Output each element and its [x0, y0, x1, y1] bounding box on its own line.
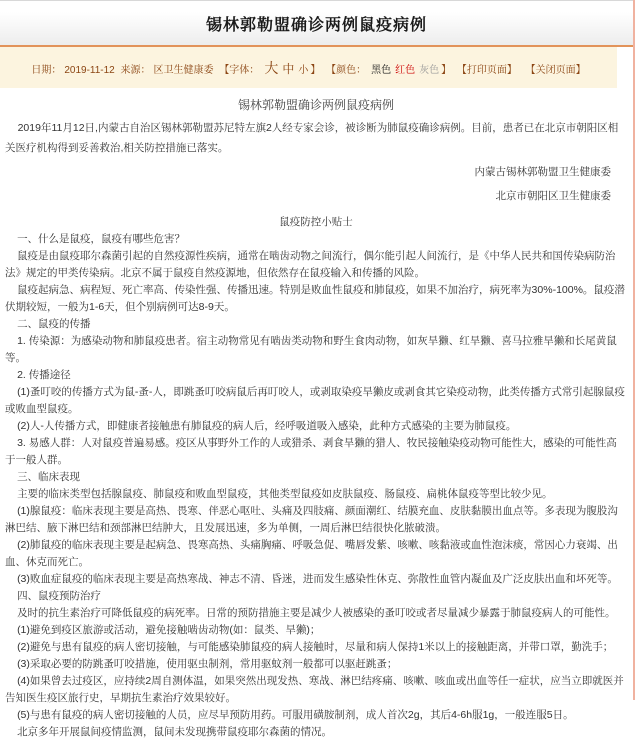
tips-paragraph: 3. 易感人群：人对鼠疫普遍易感。疫区从事野外工作的人或猎杀、剥食旱獭的猎人、牧民接触染疫动物可能性大，感染的可能性高于一般人群。: [5, 437, 617, 466]
tips-paragraph: 四、鼠疫预防治疗: [17, 590, 102, 602]
signature-line-inner-mongolia: 内蒙古锡林郭勒盟卫生健康委: [474, 166, 611, 178]
font-size-small-button[interactable]: 小: [298, 65, 309, 76]
tips-paragraph: (2)肺鼠疫的临床表现主要是起病急、畏寒高热、头痛胸痛、呼吸急促、嘴唇发紫、咳嗽、咳黏液或血性泡沫痰，常因心力衰竭、出血、休克而死亡。: [5, 539, 618, 568]
color-black-button[interactable]: 黑色: [371, 65, 392, 76]
font-size-suffix: 】: [310, 65, 321, 76]
date-label: 日期：: [31, 65, 62, 76]
font-size-prefix: 【字体：: [219, 65, 260, 76]
tips-paragraph: (5)与患有鼠疫的病人密切接触的人员，应尽早预防用药。可服用磺胺制剂，成人首次2g，其后4-6h服1g，一般连服5日。: [17, 709, 574, 721]
source-label: 来源：: [120, 65, 151, 76]
tips-paragraph: 2. 传播途径: [17, 369, 71, 381]
color-prefix: 【颜色：: [326, 65, 367, 76]
tips-paragraph: (4)如果曾去过疫区，应持续2周自测体温，如果突然出现发热、寒战、淋巴结疼痛、咳嗽、咳血或出血等任一症状，应当立即就医并告知医生疫区旅行史，早期抗生素治疗效果较好。: [5, 675, 624, 704]
tips-paragraph: 1. 传染源：为感染动物和肺鼠疫患者。宿主动物常见有啮齿类动物和野生食肉动物，如灰旱獭、红旱獭、喜马拉雅旱獭和长尾黄鼠等。: [5, 335, 617, 364]
article-content: [0, 88, 633, 741]
article-subtitle: 锡林郭勒盟确诊两例鼠疫病例: [237, 98, 394, 112]
tips-paragraph: (3)败血症鼠疫的临床表现主要是高热寒战、神志不清、昏迷，进而发生感染性休克、弥散性血管内凝血及广泛皮肤出血和坏死等。: [17, 573, 618, 585]
tips-paragraph: (2)人-人传播方式，即健康者接触患有肺鼠疫的病人后，经呼吸道吸入感染，此种方式感染的主要为肺鼠疫。: [17, 420, 517, 432]
tips-paragraph: (2)避免与患有鼠疫的病人密切接触，与可能感染肺鼠疫的病人接触时，尽量和病人保持1米以上的接触距离，并带口罩，勤洗手；: [17, 641, 614, 653]
print-page-button[interactable]: 【打印页面】: [456, 65, 517, 76]
source-value: 区卫生健康委: [153, 65, 214, 76]
color-suffix: 】: [441, 65, 452, 76]
tips-paragraph: 及时的抗生素治疗可降低鼠疫的病死率。日常的预防措施主要是减少人被感染的蚤叮咬或者尽量减少暴露于肺鼠疫病人的可能性。: [17, 607, 616, 619]
color-red-button[interactable]: 红色: [395, 65, 416, 76]
article-header: [0, 0, 633, 47]
tips-paragraph: 一、什么是鼠疫，鼠疫有哪些危害？: [17, 233, 186, 245]
tips-paragraph: 鼠疫是由鼠疫耶尔森菌引起的自然疫源性疾病，通常在啮齿动物之间流行，偶尔能引起人间流行，是《中华人民共和国传染病防治法》规定的甲类传染病。北京不属于鼠疫自然疫源地，但依然存在鼠疫输入和传播的风险。: [5, 250, 616, 279]
tips-paragraph: 二、鼠疫的传播: [17, 318, 91, 330]
tips-paragraph: 鼠疫起病急、病程短、死亡率高、传染性强、传播迅速。特别是败血性鼠疫和肺鼠疫，如果不加治疗，病死率为30%-100%。鼠疫潜伏期较短，一般为1-6天，但个别病例可达8-9天。: [5, 284, 625, 313]
tips-paragraph: (1)蚤叮咬的传播方式为鼠-蚤-人，即跳蚤叮咬病鼠后再叮咬人，或剥取染疫旱獭皮或剥食其它染疫动物，此类传播方式常引起腺鼠疫或败血型鼠疫。: [5, 386, 625, 415]
close-page-button[interactable]: 【关闭页面】: [525, 65, 586, 76]
meta-bar: [0, 47, 617, 88]
tips-paragraph: (1)腺鼠疫：临床表现主要是高热、畏寒、伴恶心呕吐、头痛及四肢痛、颜面潮红、结膜充血、皮肤黏膜出血点等。多表现为腹股沟淋巴结、腋下淋巴结和颈部淋巴结肿大，且发展迅速，多为单侧，一周后淋巴结很快化脓破溃。: [5, 505, 618, 534]
tips-paragraph: 三、临床表现: [17, 471, 81, 483]
font-size-large-button[interactable]: 大: [264, 60, 279, 76]
tips-paragraph: 主要的临床类型包括腺鼠疫、肺鼠疫和败血型鼠疫，其他类型鼠疫如皮肤鼠疫、肠鼠疫、扁桃体鼠疫等型比较少见。: [17, 488, 553, 500]
page-title: 锡林郭勒盟确诊两例鼠疫病例: [205, 16, 427, 34]
tips-paragraph: (3)采取必要的防跳蚤叮咬措施，使用驱虫制剂，常用驱蚊剂一般都可以驱赶跳蚤；: [17, 658, 398, 670]
tips-title: 鼠疫防控小贴士: [279, 216, 353, 228]
signature-line-beijing-chaoyang: 北京市朝阳区卫生健康委: [495, 190, 611, 202]
font-size-medium-button[interactable]: 中: [282, 62, 295, 76]
tips-paragraph: (1)避免到疫区旅游或活动，避免接触啮齿动物(如：鼠类、旱獭)；: [17, 624, 321, 636]
lead-paragraph: 2019年11月12日,内蒙古自治区锡林郭勒盟苏尼特左旗2人经专家会诊，被诊断为肺鼠疫确诊病例。目前，患者已在北京市朝阳区相关医疗机构得到妥善救治,相关防控措施已落实。: [5, 122, 619, 154]
tips-paragraph: 北京多年开展鼠间疫情监测，鼠间未发现携带鼠疫耶尔森菌的情况。: [17, 726, 333, 738]
color-gray-button[interactable]: 灰色: [419, 65, 440, 76]
tips-paragraph-list: [5, 231, 627, 741]
date-value: 2019-11-12: [64, 65, 115, 76]
